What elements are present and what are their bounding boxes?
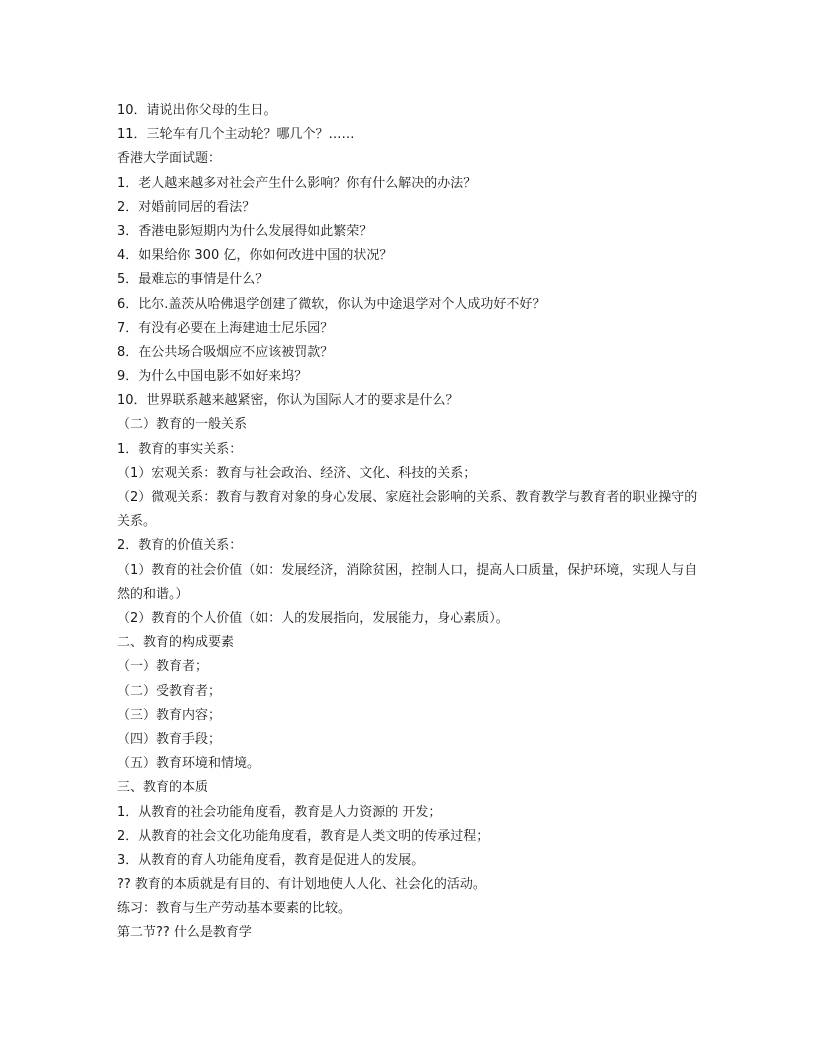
text-paragraph: （2）微观关系：教育与教育对象的身心发展、家庭社会影响的关系、教育教学与教育者的职业操守的关系。 xyxy=(117,490,698,530)
text-line: （二）受教育者； xyxy=(117,683,222,699)
document-body xyxy=(117,99,702,946)
section-heading: 三、教育的本质 xyxy=(117,780,209,796)
text-line: （1）宏观关系：教育与社会政治、经济、文化、科技的关系； xyxy=(117,465,477,481)
text-line: 5．最难忘的事情是什么？ xyxy=(117,272,269,288)
text-line: 6．比尔.盖茨从哈佛退学创建了微软，你认为中途退学对个人成功好不好？ xyxy=(117,296,546,312)
text-line: 2．从教育的社会文化功能角度看，教育是人类文明的传承过程； xyxy=(117,828,490,844)
text-line: ?? 教育的本质就是有目的、有计划地使人人化、社会化的活动。 xyxy=(117,877,486,893)
text-line: 3．香港电影短期内为什么发展得如此繁荣？ xyxy=(117,223,373,239)
section-heading: 第二节?? 什么是教育学 xyxy=(117,925,252,941)
text-line: 1．从教育的社会功能角度看，教育是人力资源的 开发； xyxy=(117,804,442,820)
text-line: （2）教育的个人价值（如：人的发展指向，发展能力，身心素质）。 xyxy=(117,611,509,626)
text-line: 2．教育的价值关系： xyxy=(117,538,243,554)
text-line: （一）教育者； xyxy=(117,659,209,675)
text-line: （四）教育手段； xyxy=(117,731,222,747)
text-paragraph: （1）教育的社会价值（如：发展经济，消除贫困，控制人口，提高人口质量，保护环境，实现人与自然的和谐。） xyxy=(117,562,698,602)
text-line: 9．为什么中国电影不如好来坞？ xyxy=(117,369,308,385)
text-line: （三）教育内容； xyxy=(117,707,222,723)
text-line: 10．请说出你父母的生日。 xyxy=(117,103,277,118)
text-line: 1．教育的事实关系： xyxy=(117,441,243,457)
text-line: 2．对婚前同居的看法？ xyxy=(117,199,256,215)
section-heading: （二）教育的一般关系 xyxy=(117,417,248,433)
text-line: 7．有没有必要在上海建迪士尼乐园？ xyxy=(117,320,334,336)
text-line: （五）教育环境和情境。 xyxy=(117,756,261,772)
text-line: 1．老人越来越多对社会产生什么影响？你有什么解决的办法？ xyxy=(117,175,477,191)
text-line: 10．世界联系越来越紧密，你认为国际人才的要求是什么？ xyxy=(117,393,459,409)
section-heading: 香港大学面试题： xyxy=(117,151,222,167)
text-line: 练习：教育与生产劳动基本要素的比较。 xyxy=(117,901,352,917)
text-line: 4．如果给你 300 亿，你如何改进中国的状况？ xyxy=(117,248,393,264)
text-line: 8．在公共场合吸烟应不应该被罚款？ xyxy=(117,344,334,360)
text-line: 11．三轮车有几个主动轮？哪几个？…… xyxy=(117,127,355,143)
text-line: 3．从教育的育人功能角度看，教育是促进人的发展。 xyxy=(117,852,425,868)
section-heading: 二、教育的构成要素 xyxy=(117,635,235,651)
